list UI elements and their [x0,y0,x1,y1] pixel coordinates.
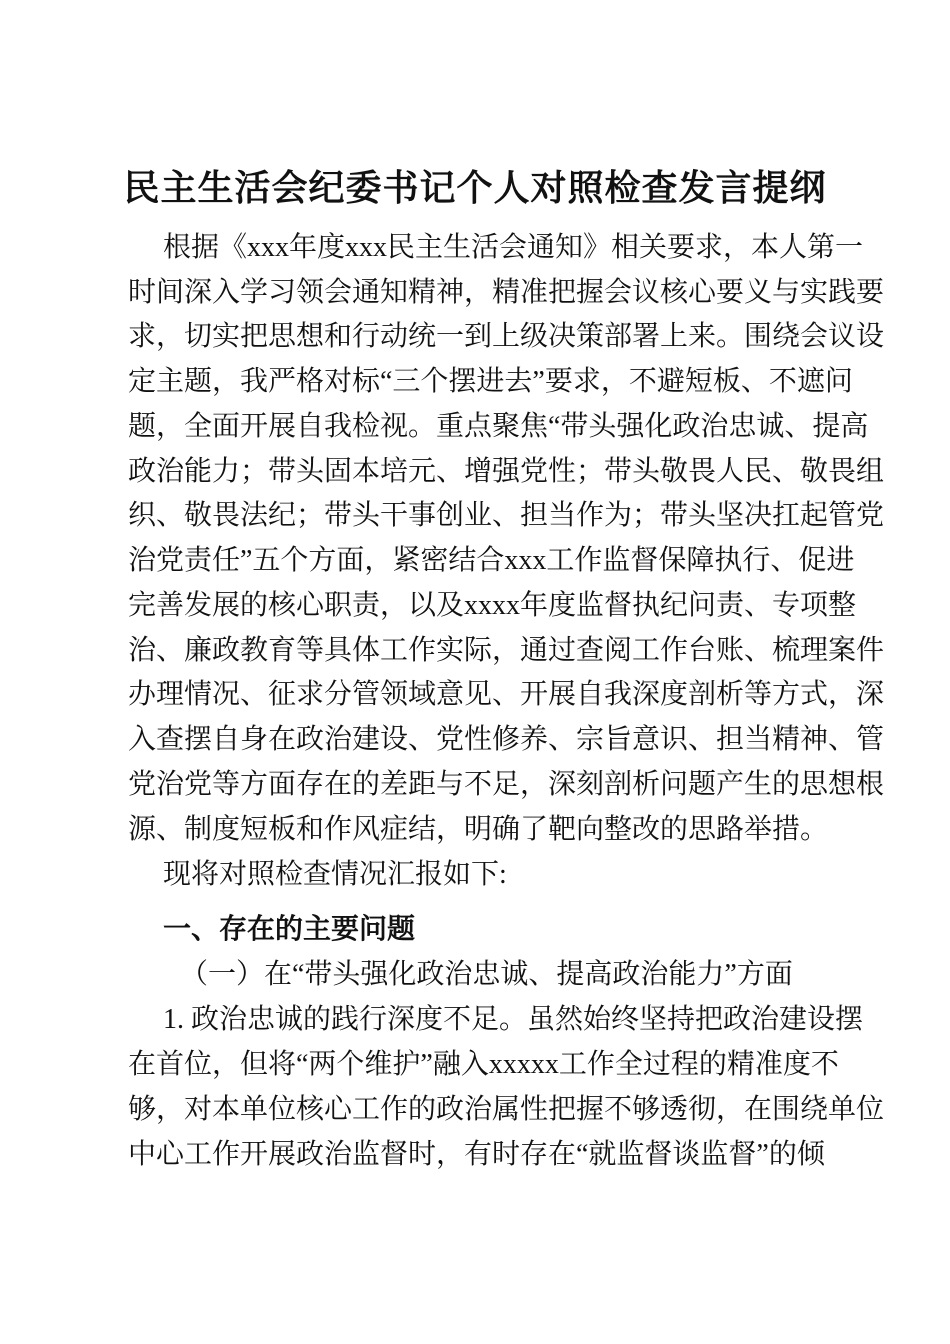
text-line: 完善发展的核心职责，以及xxxx年度监督执纪问责、专项整 [128,590,857,621]
section-heading: 一、存在的主要问题 [163,914,416,945]
text-line: 定主题，我严格对标“三个摆进去”要求，不避短板、不遮问 [128,366,853,397]
text-line: 根据《xxx年度xxx民主生活会通知》相关要求，本人第一 [163,232,864,263]
text-line: 中心工作开展政治监督时，有时存在“就监督谈监督”的倾 [128,1139,825,1170]
text-line: 在首位，但将“两个维护”融入xxxxx工作全过程的精准度不 [128,1049,839,1080]
subsection-heading: （一）在“带头强化政治忠诚、提高政治能力”方面 [180,959,793,990]
text-line: 求，切实把思想和行动统一到上级决策部署上来。围绕会议设 [128,321,885,352]
text-line: 1. 政治忠诚的践行深度不足。虽然始终坚持把政治建设摆 [163,1004,864,1035]
text-line: 治党责任”五个方面，紧密结合xxx工作监督保障执行、促进 [128,545,855,576]
text-line: 织、敬畏法纪；带头干事创业、担当作为；带头坚决扛起管党 [128,500,885,531]
text-line: 源、制度短板和作风症结，明确了靶向整改的思路举措。 [128,814,829,845]
document-title: 民主生活会纪委书记个人对照检查发言提纲 [123,168,827,208]
text-line: 题，全面开展自我检视。重点聚焦“带头强化政治忠诚、提高 [128,411,869,442]
text-line: 入查摆自身在政治建设、党性修养、宗旨意识、担当精神、管 [128,724,885,755]
text-line: 时间深入学习领会通知精神，精准把握会议核心要义与实践要 [128,277,885,308]
text-line: 政治能力；带头固本培元、增强党性；带头敬畏人民、敬畏组 [128,456,885,487]
text-line: 够，对本单位核心工作的政治属性把握不够透彻，在围绕单位 [128,1094,885,1125]
text-line: 治、廉政教育等具体工作实际，通过查阅工作台账、梳理案件 [128,635,885,666]
text-line: 办理情况、征求分管领域意见、开展自我深度剖析等方式，深 [128,679,885,710]
text-line: 党治党等方面存在的差距与不足，深刻剖析问题产生的思想根 [128,769,885,800]
report-intro-line: 现将对照检查情况汇报如下: [163,859,507,890]
